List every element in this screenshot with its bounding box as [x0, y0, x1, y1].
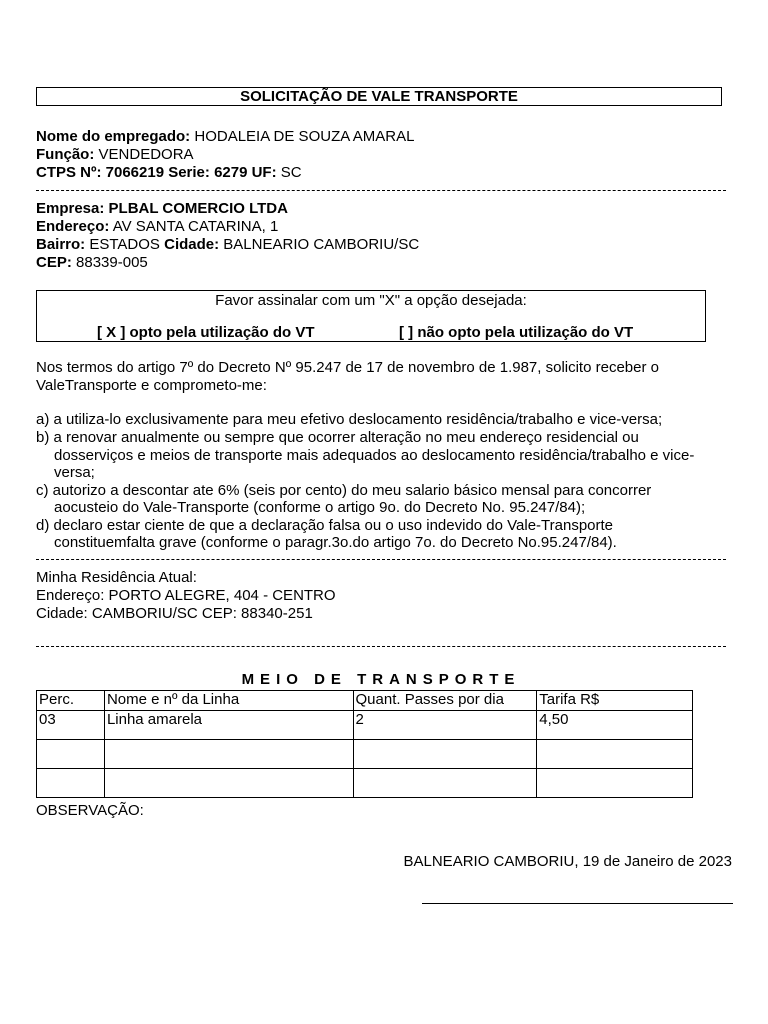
option-instruction: Favor assinalar com um "X" a opção desejada: — [215, 292, 527, 309]
declaration-intro-2: ValeTransporte e comprometo-me: — [36, 377, 267, 394]
employee-name-label: Nome do empregado: — [36, 128, 191, 145]
employee-uf: SC — [280, 164, 302, 181]
company-district: ESTADOS — [89, 236, 160, 253]
separator-line — [36, 646, 726, 647]
option-box — [36, 290, 706, 342]
clause-a: a) a utiliza-lo exclusivamente para meu efetivo deslocamento residência/trabalho e vice-versa; — [36, 411, 663, 428]
cell-passes: 2 — [353, 711, 537, 740]
place-date: BALNEARIO CAMBORIU, 19 de Janeiro de 2023 — [403, 853, 732, 870]
company-address: AV SANTA CATARINA, 1 — [112, 218, 279, 235]
residence-address: Endereço: PORTO ALEGRE, 404 - CENTRO — [36, 587, 336, 604]
signature-line — [422, 903, 733, 904]
clause-b-2: dosserviços e meios de transporte mais adequados ao deslocamento residência/trabalho e vice- — [54, 447, 695, 464]
header-perc: Perc. — [37, 691, 105, 711]
clause-b-1: b) a renovar anualmente ou sempre que ocorrer alteração no meu endereço residencial ou — [36, 429, 639, 446]
cell-fare — [537, 769, 693, 798]
employee-name: HODALEIA DE SOUZA AMARAL — [194, 128, 415, 145]
company-cep-label: CEP: — [36, 254, 72, 271]
employee-name-line — [36, 128, 414, 146]
company-address-label: Endereço: — [36, 218, 110, 235]
table-row — [37, 769, 693, 798]
cell-perc — [37, 769, 105, 798]
table-row — [37, 740, 693, 769]
transport-table — [36, 690, 693, 798]
company-name: Empresa: PLBAL COMERCIO LTDA — [36, 200, 288, 217]
company-district-label: Bairro: — [36, 236, 86, 253]
cell-perc — [37, 740, 105, 769]
cell-line-name: Linha amarela — [104, 711, 353, 740]
cell-line-name — [104, 769, 353, 798]
header-passes: Quant. Passes por dia — [353, 691, 537, 711]
employee-role-label: Função: — [36, 146, 95, 163]
cell-fare: 4,50 — [537, 711, 693, 740]
company-cep-line — [36, 254, 148, 272]
cell-line-name — [104, 740, 353, 769]
company-district-line — [36, 236, 419, 254]
residence-city: Cidade: CAMBORIU/SC CEP: 88340-251 — [36, 605, 313, 622]
header-fare: Tarifa R$ — [537, 691, 693, 711]
employee-ctps-line — [36, 164, 302, 182]
cell-perc: 03 — [37, 711, 105, 740]
company-city-label: Cidade: — [164, 236, 220, 253]
clause-d-1: d) declaro estar ciente de que a declaração falsa ou o uso indevido do Vale-Transporte — [36, 517, 614, 534]
opt-out-checkbox[interactable]: [ ] não opto pela utilização do VT — [399, 324, 634, 341]
residence-heading: Minha Residência Atual: — [36, 569, 197, 586]
employee-ctps-label: CTPS Nº: 7066219 Serie: 6279 UF: — [36, 164, 277, 181]
observation-label: OBSERVAÇÃO: — [36, 802, 144, 819]
separator-line — [36, 559, 726, 560]
table-row — [37, 711, 693, 740]
company-address-line — [36, 218, 278, 236]
company-city: BALNEARIO CAMBORIU/SC — [223, 236, 420, 253]
cell-fare — [537, 740, 693, 769]
clause-c-1: c) autorizo a descontar ate 6% (seis por cento) do meu salario básico mensal para concorrer — [36, 482, 652, 499]
separator-line — [36, 190, 726, 191]
employee-role: VENDEDORA — [98, 146, 194, 163]
company-cep: 88339-005 — [76, 254, 148, 271]
opt-in-checkbox[interactable]: [ X ] opto pela utilização do VT — [97, 324, 315, 341]
transport-section-title: MEIO DE TRANSPORTE — [241, 671, 521, 688]
clause-c-2: aocusteio do Vale-Transporte (conforme o artigo 9o. do Decreto No. 95.247/84); — [54, 499, 586, 516]
declaration-intro-1: Nos termos do artigo 7º do Decreto Nº 95.247 de 17 de novembro de 1.987, solicito receber o — [36, 359, 659, 376]
cell-passes — [353, 769, 537, 798]
clause-b-3: versa; — [54, 464, 95, 481]
cell-passes — [353, 740, 537, 769]
employee-role-line — [36, 146, 194, 164]
table-header-row — [37, 691, 693, 711]
document-title: SOLICITAÇÃO DE VALE TRANSPORTE — [36, 87, 722, 106]
clause-d-2: constituemfalta grave (conforme o paragr.3o.do artigo 7o. do Decreto No.95.247/84). — [54, 534, 617, 551]
header-line-name: Nome e nº da Linha — [104, 691, 353, 711]
